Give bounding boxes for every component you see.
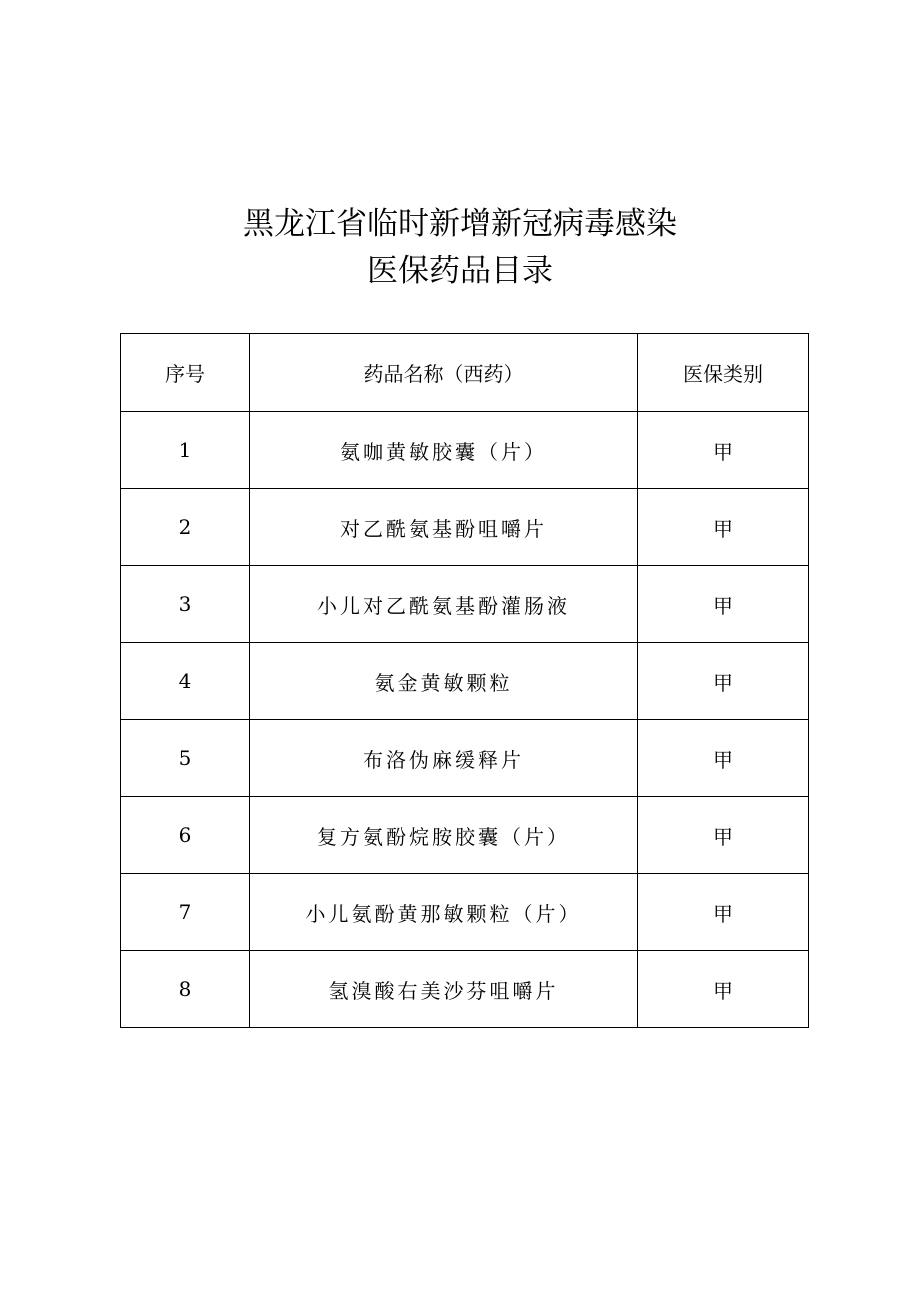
drug-name-cell: 复方氨酚烷胺胶囊（片） <box>250 797 638 874</box>
insurance-category-cell: 甲 <box>638 797 809 874</box>
header-serial-number: 序号 <box>121 334 250 412</box>
insurance-category-cell: 甲 <box>638 720 809 797</box>
document-title-line-1: 黑龙江省临时新增新冠病毒感染 <box>243 206 677 242</box>
serial-number-cell: 3 <box>121 566 250 643</box>
header-insurance-category: 医保类别 <box>638 334 809 412</box>
insurance-category-cell: 甲 <box>638 951 809 1028</box>
serial-number-cell: 7 <box>121 874 250 951</box>
insurance-category-cell: 甲 <box>638 874 809 951</box>
insurance-category-cell: 甲 <box>638 489 809 566</box>
table-row <box>121 412 809 489</box>
table-row <box>121 797 809 874</box>
table-row <box>121 874 809 951</box>
table-row <box>121 643 809 720</box>
drug-catalog-table <box>120 333 809 1028</box>
drug-name-cell: 小儿对乙酰氨基酚灌肠液 <box>250 566 638 643</box>
insurance-category-cell: 甲 <box>638 643 809 720</box>
drug-name-cell: 氨咖黄敏胶囊（片） <box>250 412 638 489</box>
serial-number-cell: 6 <box>121 797 250 874</box>
insurance-category-cell: 甲 <box>638 566 809 643</box>
drug-name-cell: 小儿氨酚黄那敏颗粒（片） <box>250 874 638 951</box>
drug-name-cell: 布洛伪麻缓释片 <box>250 720 638 797</box>
drug-name-cell: 对乙酰氨基酚咀嚼片 <box>250 489 638 566</box>
table-row <box>121 720 809 797</box>
serial-number-cell: 8 <box>121 951 250 1028</box>
table-header-row <box>121 334 809 412</box>
table-row <box>121 566 809 643</box>
document-title-line-2: 医保药品目录 <box>367 253 553 289</box>
serial-number-cell: 5 <box>121 720 250 797</box>
serial-number-cell: 1 <box>121 412 250 489</box>
table-row <box>121 489 809 566</box>
drug-name-cell: 氨金黄敏颗粒 <box>250 643 638 720</box>
insurance-category-cell: 甲 <box>638 412 809 489</box>
header-drug-name: 药品名称（西药） <box>250 334 638 412</box>
table-row <box>121 951 809 1028</box>
serial-number-cell: 2 <box>121 489 250 566</box>
serial-number-cell: 4 <box>121 643 250 720</box>
drug-name-cell: 氢溴酸右美沙芬咀嚼片 <box>250 951 638 1028</box>
